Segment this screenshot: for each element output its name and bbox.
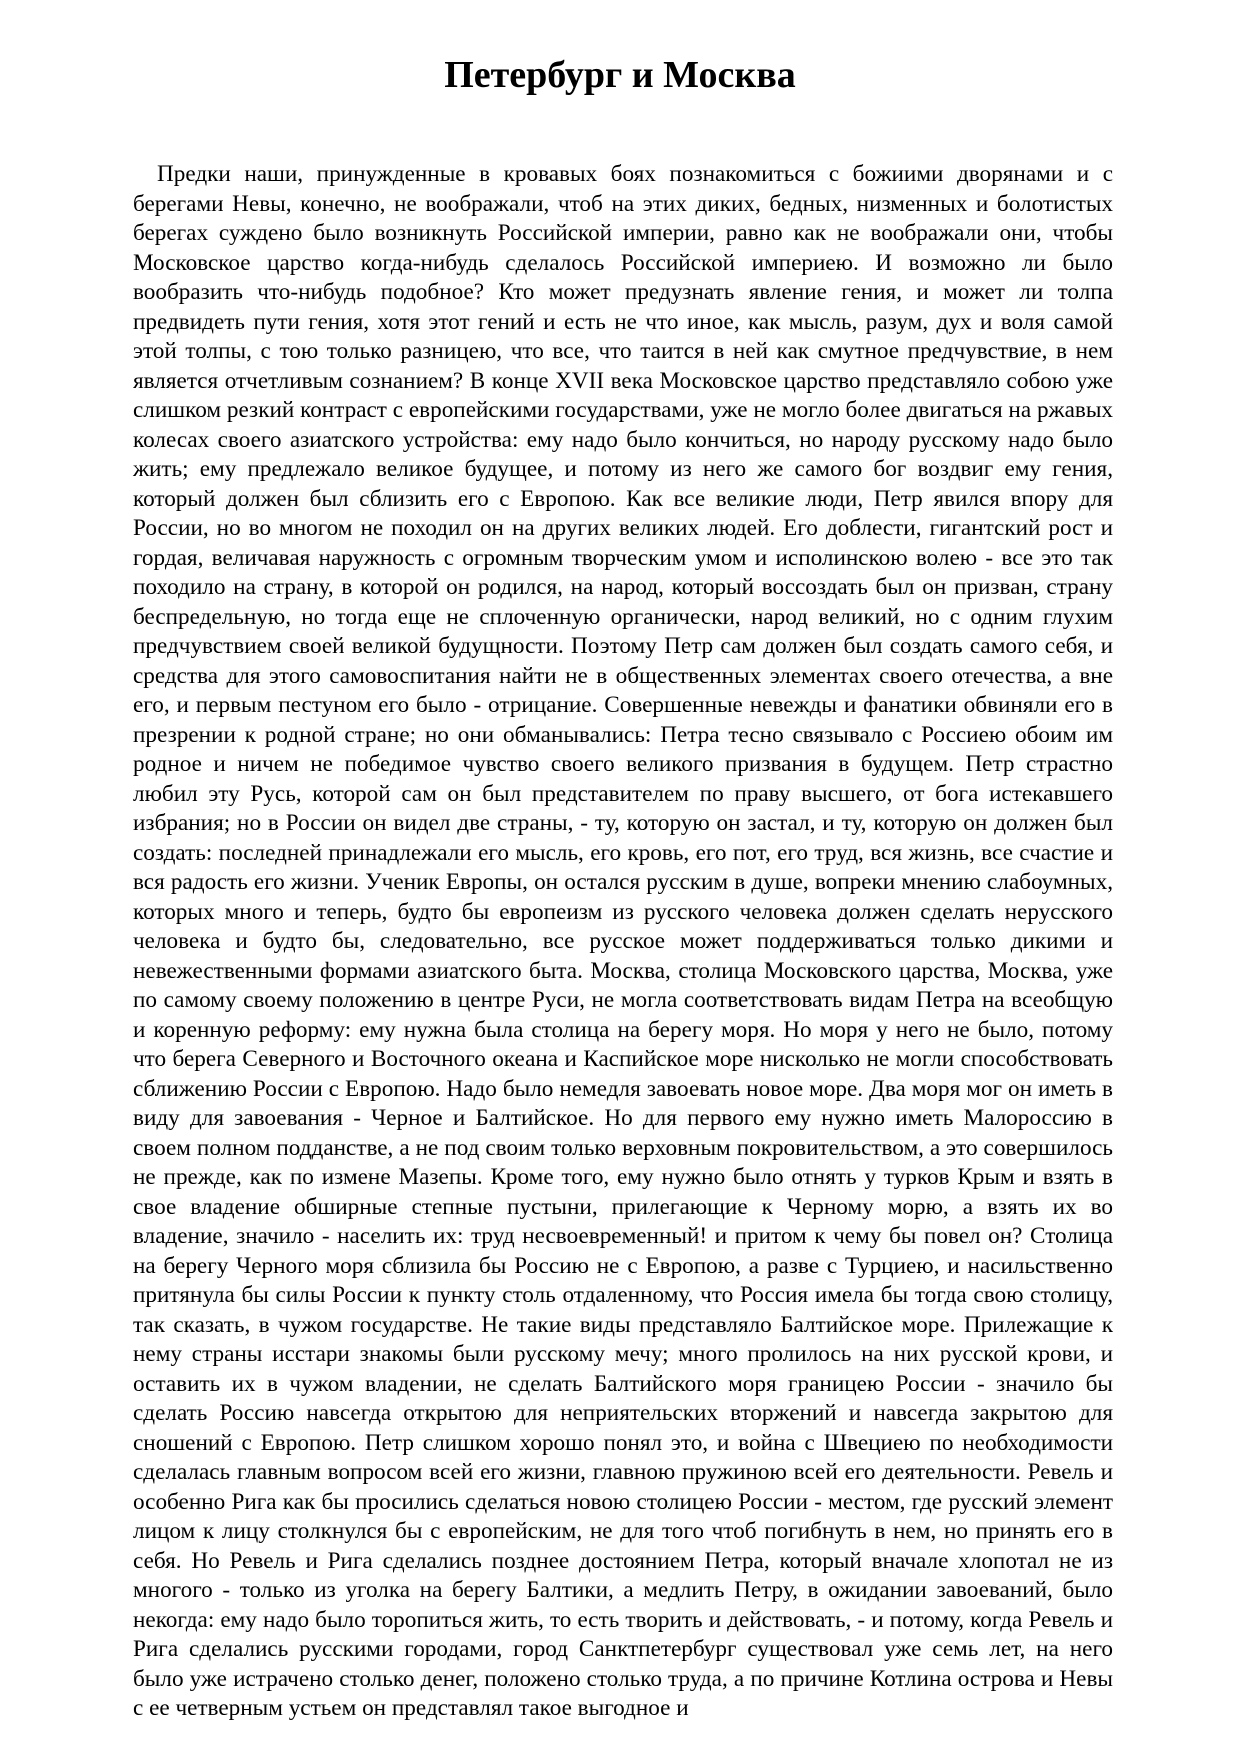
document-title: Петербург и Москва xyxy=(444,54,796,96)
body-paragraph: Предки наши, принужденные в кровавых боях познакомиться с божиими дворянами и с берегами Невы, конечно, не воображали, чтоб на этих диких, бедных, низменных и болотистых берегах суждено было возникнуть Российской империи, равно как не воображали они, чтобы Московское царство когда-нибудь сделалось Российской империею. И возможно ли было вообразить что-нибудь подобное? Кто может предузнать явление гения, и может ли толпа предвидеть пути гения, хотя этот гений и есть не что иное, как мысль, разум, дух и воля самой этой толпы, с тою только разницею, что все, что таится в ней как смутное предчувствие, в нем является отчетливым сознанием? В конце XVII века Московское царство представляло собою уже слишком резкий контраст с европейскими государствами, уже не могло более двигаться на ржавых колесах своего азиатского устройства: ему надо было кончиться, но народу русскому надо было жить; ему предлежало великое будущее, и потому из него же самого бог воздвиг ему гения, который должен был сблизить его с Европою. Как все великие люди, Петр явился впору для России, но во многом не походил он на других великих людей. Его доблести, гигантский рост и гордая, величавая наружность с огромным творческим умом и исполинскою волею - все это так походило на страну, в которой он родился, на народ, который воссоздать был он призван, страну беспредельную, но тогда еще не сплоченную органически, народ великий, но с одним глухим предчувствием своей великой будущности. Поэтому Петр сам должен был создать самого себя, и средства для этого самовоспитания найти не в общественных элементах своего отечества, а вне его, и первым пестуном его было - отрицание. Совершенные невежды и фанатики обвиняли его в презрении к родной стране; но они обманывались: Петра тесно связывало с Россиею обоим им родное и ничем не победимое чувство своего великого призвания в будущем. Петр страстно любил эту Русь, которой сам он был представителем по праву высшего, от бога истекавшего избрания; но в России он видел две страны, - ту, которую он застал, и ту, которую он должен был создать: последней принадлежали его мысль, его кровь, его пот, его труд, вся жизнь, все счастие и вся радость его жизни. Ученик Европы, он остался русским в душе, вопреки мнению слабоумных, которых много и теперь, будто бы европеизм из русского человека должен сделать нерусского человека и будто бы, следовательно, все русское может поддерживаться только дикими и невежественными формами азиатского быта. Москва, столица Московского царства, Москва, уже по самому своему положению в центре Руси, не могла соответствовать видам Петра на всеобщую и коренную реформу: ему нужна была столица на берегу моря. Но моря у него не было, потому что берега Северного и Восточного океана и Каспийское море нисколько не могли способствовать сближению России с Европою. Надо было немедля завоевать новое море. Два моря мог он иметь в виду для завоевания - Черное и Балтийское. Но для первого ему нужно иметь Малороссию в своем полном подданстве, а не под своим только верховным покровительством, а это совершилось не прежде, как по измене Мазепы. Кроме того, ему нужно было отнять у турков Крым и взять в свое владение обширные степные пустыни, прилегающие к Черному морю, а взять их во владение, значило - населить их: труд несвоевременный! и притом к чему бы повел он? Столица на берегу Черного моря сблизила бы Россию не с Европою, а разве с Турциею, и насильственно притянула бы силы России к пункту столь отдаленному, что Россия имела бы тогда свою столицу, так сказать, в чужом государстве. Не такие виды представляло Балтийское море. Прилежащие к нему страны исстари знакомы были русскому мечу; много пролилось на них русской крови, и оставить их в чужом владении, не сделать Балтийского моря границею России - значило бы сделать Россию навсегда открытою для неприятельских вторжений и навсегда закрытою для сношений с Европою. Петр слишком хорошо понял это, и война с Швециею по необходимости сделалась главным вопросом всей его жизни, главною пружиною всей его деятельности. Ревель и особенно Рига как бы просились сделаться новою столицею России - местом, где русский элемент лицом к лицу столкнулся бы с европейским, не для того чтоб погибнуть в нем, но принять его в себя. Но Ревель и Рига сделались позднее достоянием Петра, который вначале хлопотал не из многого - только из уголка на берегу Балтики, а медлить Петру, в ожидании завоеваний, было некогда: ему надо было торопиться жить, то есть творить и действовать, - и потому, когда Ревель и Рига сделались русскими городами, город Санктпетербург существовал уже семь лет, на него было уже истрачено столько денег, положено столько труда, а по причине Котлина острова и Невы с ее четверным устьем он представлял такое выгодное и xyxy=(133,161,1113,1721)
